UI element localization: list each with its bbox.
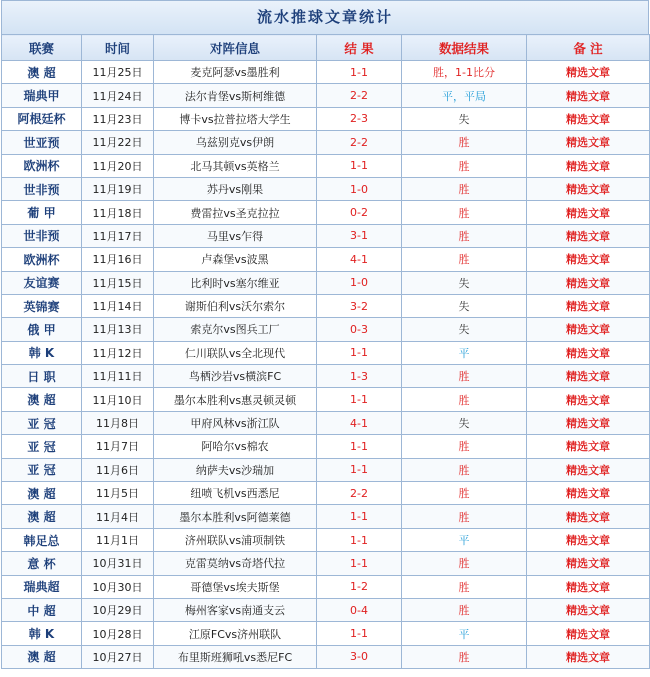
note-cell[interactable]: 精选文章 [527, 177, 650, 200]
league-cell: 世亚预 [2, 131, 82, 154]
score-cell: 2-2 [317, 131, 402, 154]
time-cell: 11月15日 [82, 271, 154, 294]
score-cell: 1-1 [317, 435, 402, 458]
score-cell: 0-2 [317, 201, 402, 224]
header-time: 时间 [82, 35, 154, 61]
match-cell: 克雷莫纳vs奇塔代拉 [154, 552, 317, 575]
header-note: 备 注 [527, 35, 650, 61]
match-cell: 哥德堡vs埃夫斯堡 [154, 575, 317, 598]
table-row [2, 318, 650, 341]
time-cell: 11月16日 [82, 248, 154, 271]
result-cell: 平 [402, 528, 527, 551]
time-cell: 11月23日 [82, 107, 154, 130]
header-data-result: 数据结果 [402, 35, 527, 61]
match-cell: 麦克阿瑟vs墨胜利 [154, 61, 317, 84]
time-cell: 11月14日 [82, 294, 154, 317]
match-cell: 比利时vs塞尔维亚 [154, 271, 317, 294]
score-cell: 1-0 [317, 177, 402, 200]
result-cell: 胜 [402, 388, 527, 411]
time-cell: 11月25日 [82, 61, 154, 84]
league-cell: 英锦赛 [2, 294, 82, 317]
time-cell: 11月19日 [82, 177, 154, 200]
note-cell[interactable]: 精选文章 [527, 84, 650, 107]
result-cell: 胜 [402, 435, 527, 458]
result-cell: 胜 [402, 154, 527, 177]
note-cell[interactable]: 精选文章 [527, 107, 650, 130]
match-cell: 仁川联队vs全北现代 [154, 341, 317, 364]
table-row [2, 435, 650, 458]
league-cell: 阿根廷杯 [2, 107, 82, 130]
table-row [2, 131, 650, 154]
note-cell[interactable]: 精选文章 [527, 341, 650, 364]
match-cell: 马里vs乍得 [154, 224, 317, 247]
score-cell: 1-1 [317, 528, 402, 551]
table-row [2, 177, 650, 200]
league-cell: 亚 冠 [2, 435, 82, 458]
note-cell[interactable]: 精选文章 [527, 505, 650, 528]
table-row [2, 528, 650, 551]
score-cell: 1-1 [317, 552, 402, 575]
stats-panel [1, 0, 649, 669]
league-cell: 亚 冠 [2, 458, 82, 481]
score-cell: 2-2 [317, 482, 402, 505]
league-cell: 中 超 [2, 598, 82, 621]
table-header-row [2, 35, 650, 61]
note-cell[interactable]: 精选文章 [527, 552, 650, 575]
result-cell: 胜 [402, 552, 527, 575]
result-cell: 胜 [402, 482, 527, 505]
result-cell: 胜，1-1比分 [402, 61, 527, 84]
score-cell: 3-1 [317, 224, 402, 247]
score-cell: 4-1 [317, 248, 402, 271]
table-row [2, 107, 650, 130]
table-row [2, 505, 650, 528]
table-row [2, 552, 650, 575]
league-cell: 澳 超 [2, 61, 82, 84]
match-cell: 纳萨夫vs沙瑞加 [154, 458, 317, 481]
note-cell[interactable]: 精选文章 [527, 528, 650, 551]
note-cell[interactable]: 精选文章 [527, 622, 650, 645]
result-cell: 失 [402, 271, 527, 294]
score-cell: 2-3 [317, 107, 402, 130]
result-cell: 胜 [402, 224, 527, 247]
result-cell: 平，平局 [402, 84, 527, 107]
match-cell: 济州联队vs浦项制铁 [154, 528, 317, 551]
result-cell: 失 [402, 294, 527, 317]
league-cell: 日 职 [2, 365, 82, 388]
table-row [2, 388, 650, 411]
time-cell: 10月29日 [82, 598, 154, 621]
result-cell: 失 [402, 411, 527, 434]
score-cell: 1-3 [317, 365, 402, 388]
league-cell: 澳 超 [2, 505, 82, 528]
score-cell: 3-2 [317, 294, 402, 317]
match-cell: 乌兹别克vs伊朗 [154, 131, 317, 154]
score-cell: 1-1 [317, 458, 402, 481]
time-cell: 11月10日 [82, 388, 154, 411]
score-cell: 1-1 [317, 505, 402, 528]
result-cell: 平 [402, 622, 527, 645]
match-cell: 梅州客家vs南通支云 [154, 598, 317, 621]
header-league: 联赛 [2, 35, 82, 61]
league-cell: 俄 甲 [2, 318, 82, 341]
result-cell: 胜 [402, 365, 527, 388]
match-cell: 江原FCvs济州联队 [154, 622, 317, 645]
match-cell: 谢斯伯利vs沃尔索尔 [154, 294, 317, 317]
score-cell: 4-1 [317, 411, 402, 434]
time-cell: 11月24日 [82, 84, 154, 107]
page-title: 流水推球文章统计 [1, 0, 649, 34]
table-row [2, 201, 650, 224]
league-cell: 意 杯 [2, 552, 82, 575]
league-cell: 欧洲杯 [2, 154, 82, 177]
match-cell: 索克尔vs图兵工厂 [154, 318, 317, 341]
note-cell[interactable]: 精选文章 [527, 248, 650, 271]
table-row [2, 61, 650, 84]
time-cell: 11月4日 [82, 505, 154, 528]
match-cell: 阿哈尔vs棉农 [154, 435, 317, 458]
result-cell: 胜 [402, 458, 527, 481]
score-cell: 1-1 [317, 341, 402, 364]
table-row [2, 645, 650, 668]
table-row [2, 154, 650, 177]
table-row [2, 341, 650, 364]
note-cell[interactable]: 精选文章 [527, 61, 650, 84]
time-cell: 10月31日 [82, 552, 154, 575]
table-row [2, 622, 650, 645]
league-cell: 韩 K [2, 341, 82, 364]
table-row [2, 84, 650, 107]
score-cell: 3-0 [317, 645, 402, 668]
note-cell[interactable]: 精选文章 [527, 575, 650, 598]
score-cell: 0-4 [317, 598, 402, 621]
note-cell[interactable]: 精选文章 [527, 598, 650, 621]
time-cell: 11月5日 [82, 482, 154, 505]
time-cell: 11月18日 [82, 201, 154, 224]
table-row [2, 365, 650, 388]
note-cell[interactable]: 精选文章 [527, 294, 650, 317]
score-cell: 1-1 [317, 622, 402, 645]
result-cell: 胜 [402, 505, 527, 528]
time-cell: 11月11日 [82, 365, 154, 388]
score-cell: 1-2 [317, 575, 402, 598]
time-cell: 11月6日 [82, 458, 154, 481]
time-cell: 11月7日 [82, 435, 154, 458]
match-cell: 纽喷飞机vs西悉尼 [154, 482, 317, 505]
table-row [2, 294, 650, 317]
table-row [2, 575, 650, 598]
league-cell: 葡 甲 [2, 201, 82, 224]
league-cell: 世非预 [2, 224, 82, 247]
match-cell: 鸟栖沙岩vs横滨FC [154, 365, 317, 388]
time-cell: 11月12日 [82, 341, 154, 364]
note-cell[interactable]: 精选文章 [527, 318, 650, 341]
result-cell: 胜 [402, 248, 527, 271]
time-cell: 11月13日 [82, 318, 154, 341]
note-cell[interactable]: 精选文章 [527, 271, 650, 294]
result-cell: 平 [402, 341, 527, 364]
table-row [2, 411, 650, 434]
league-cell: 欧洲杯 [2, 248, 82, 271]
note-cell[interactable]: 精选文章 [527, 131, 650, 154]
league-cell: 澳 超 [2, 645, 82, 668]
result-cell: 胜 [402, 645, 527, 668]
match-cell: 北马其顿vs英格兰 [154, 154, 317, 177]
match-cell: 甲府风林vs浙江队 [154, 411, 317, 434]
league-cell: 世非预 [2, 177, 82, 200]
match-cell: 费雷拉vs圣克拉拉 [154, 201, 317, 224]
match-cell: 苏丹vs刚果 [154, 177, 317, 200]
score-cell: 1-1 [317, 154, 402, 177]
score-cell: 2-2 [317, 84, 402, 107]
match-cell: 布里斯班狮吼vs悉尼FC [154, 645, 317, 668]
match-cell: 博卡vs拉普拉塔大学生 [154, 107, 317, 130]
note-cell[interactable]: 精选文章 [527, 201, 650, 224]
result-cell: 失 [402, 107, 527, 130]
header-match: 对阵信息 [154, 35, 317, 61]
table-row [2, 482, 650, 505]
score-cell: 1-1 [317, 388, 402, 411]
league-cell: 澳 超 [2, 482, 82, 505]
note-cell[interactable]: 精选文章 [527, 411, 650, 434]
time-cell: 11月17日 [82, 224, 154, 247]
note-cell[interactable]: 精选文章 [527, 435, 650, 458]
result-cell: 胜 [402, 177, 527, 200]
note-cell[interactable]: 精选文章 [527, 224, 650, 247]
table-row [2, 271, 650, 294]
match-cell: 卢森堡vs波黑 [154, 248, 317, 271]
league-cell: 瑞典甲 [2, 84, 82, 107]
note-cell[interactable]: 精选文章 [527, 482, 650, 505]
time-cell: 10月28日 [82, 622, 154, 645]
league-cell: 友谊赛 [2, 271, 82, 294]
result-cell: 胜 [402, 575, 527, 598]
score-cell: 0-3 [317, 318, 402, 341]
stats-table [1, 34, 650, 669]
result-cell: 胜 [402, 201, 527, 224]
table-row [2, 224, 650, 247]
result-cell: 失 [402, 318, 527, 341]
match-cell: 法尔肯堡vs斯柯维德 [154, 84, 317, 107]
league-cell: 韩 K [2, 622, 82, 645]
match-cell: 墨尔本胜利vs阿德莱德 [154, 505, 317, 528]
note-cell[interactable]: 精选文章 [527, 154, 650, 177]
table-body [2, 61, 650, 669]
time-cell: 10月27日 [82, 645, 154, 668]
time-cell: 11月20日 [82, 154, 154, 177]
league-cell: 瑞典超 [2, 575, 82, 598]
league-cell: 澳 超 [2, 388, 82, 411]
table-row [2, 458, 650, 481]
time-cell: 11月8日 [82, 411, 154, 434]
league-cell: 亚 冠 [2, 411, 82, 434]
time-cell: 11月1日 [82, 528, 154, 551]
result-cell: 胜 [402, 598, 527, 621]
score-cell: 1-0 [317, 271, 402, 294]
match-cell: 墨尔本胜利vs惠灵顿灵顿 [154, 388, 317, 411]
table-row [2, 598, 650, 621]
note-cell[interactable]: 精选文章 [527, 645, 650, 668]
table-row [2, 248, 650, 271]
score-cell: 1-1 [317, 61, 402, 84]
result-cell: 胜 [402, 131, 527, 154]
time-cell: 11月22日 [82, 131, 154, 154]
time-cell: 10月30日 [82, 575, 154, 598]
note-cell[interactable]: 精选文章 [527, 365, 650, 388]
league-cell: 韩足总 [2, 528, 82, 551]
note-cell[interactable]: 精选文章 [527, 458, 650, 481]
header-score: 结 果 [317, 35, 402, 61]
note-cell[interactable]: 精选文章 [527, 388, 650, 411]
